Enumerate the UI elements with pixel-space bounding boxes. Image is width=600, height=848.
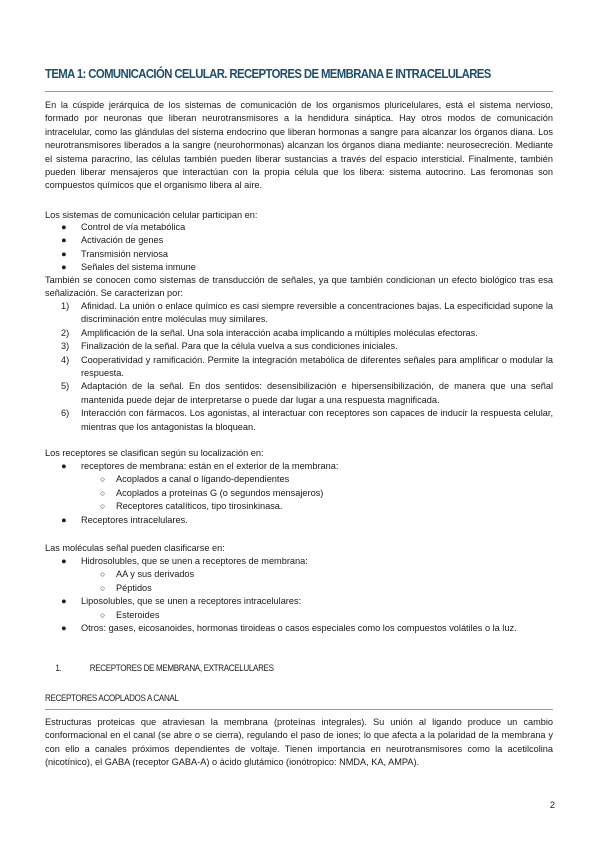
list-item: ● Señales del sistema inmune bbox=[45, 261, 553, 274]
bullet-marker: ● bbox=[61, 461, 67, 471]
list-item: 2) Amplificación de la señal. Una sola interacción acaba implicando a múltiples moléculas efectoras. bbox=[61, 327, 478, 338]
list-item: ● Control de vía metabólica bbox=[45, 221, 553, 234]
sub-bullet-marker: ○ bbox=[100, 582, 106, 593]
intro-paragraph: En la cúspide jerárquica de los sistemas de comunicación de los organismos pluricelulares, está el sistema nervioso, formado por neuronas que liberan neurotransmisores a la hendidura sináptica. Hay otros modos de comunicación intracelular, como las glándulas del sistema endocrino que liberan hormonas a sangre para alcanzar los órganos diana. Los neurotransmisores liberados a la sangre (neurohormonas) alcanzan los órganos diana mediante: neurosecreción. Mediante el sistema paracrino, las células también pueden liberar sustancias a través del espacio intersticial. Finalmente, también pueden liberar mensajeros que interactúan con la propia célula que los libera: sistema autocrino. Las feromonas son compuestos químicos que el organismo libera al aire. bbox=[45, 100, 553, 191]
systems-list bbox=[45, 221, 553, 275]
bullet-marker: ● bbox=[61, 596, 67, 607]
list-item: 4) Cooperatividad y ramificación. Permite la integración metabólica de diferentes señales para amplificar o modular la respuesta. bbox=[61, 354, 553, 379]
list-item: 3) Finalización de la señal. Para que la célula vuelva a sus condiciones iniciales. bbox=[61, 341, 398, 352]
systems-intro: Los sistemas de comunicación celular participan en: bbox=[45, 210, 258, 220]
canal-paragraph: Estructuras proteicas que atraviesan la membrana (proteínas integrales). Su unión al ligando produce un cambio conformacional en el canal (se abre o se cierra), regulando el paso de iones; lo que afecta a la polaridad de la membrana y con ello a canales próximos dependientes de voltaje. Tienen importancia en neurotransmisores como la acetilcolina (nicotínico), el GABA (receptor GABA-A) o ácido glutámico (ionótropico: NMDA, KA, AMPA). bbox=[45, 717, 553, 768]
bullet-marker: ● bbox=[61, 248, 67, 259]
list-item: ● Transmisión nerviosa bbox=[45, 248, 553, 261]
sub-bullet-marker: ○ bbox=[100, 569, 106, 580]
list-item: ● Liposolubles, que se unen a receptores intracelulares: bbox=[45, 595, 553, 608]
bullet-marker: ● bbox=[61, 556, 67, 566]
receptors-list bbox=[45, 460, 553, 527]
molecules-list bbox=[45, 555, 553, 635]
sub-bullet-marker: ○ bbox=[100, 474, 106, 485]
sub-list-item: ○ Acoplados a canal o ligando-dependientes bbox=[45, 473, 553, 486]
list-item: ● Receptores intracelulares. bbox=[45, 514, 553, 527]
bullet-marker: ● bbox=[61, 514, 67, 525]
list-item: ● receptores de membrana: están en el exterior de la membrana: bbox=[45, 460, 553, 473]
sub-bullet-marker: ○ bbox=[100, 501, 106, 512]
molecules-intro: Las moléculas señal pueden clasificarse en: bbox=[45, 543, 225, 553]
sub-bullet-marker: ○ bbox=[100, 487, 106, 498]
list-item: ● Hidrosolubles, que se unen a receptores de membrana: bbox=[45, 555, 553, 568]
properties-list bbox=[45, 300, 553, 434]
receptors-intro: Los receptores se clasifican según su localización en: bbox=[45, 448, 264, 458]
bullet-marker: ● bbox=[61, 222, 67, 232]
list-item: 6) Interacción con fármacos. Los agonistas, al interactuar con receptores son capaces de inducir la respuesta celular, mientras que los antagonistas la bloquean. bbox=[61, 408, 553, 432]
sub-list-item: ○ Acoplados a proteínas G (o segundos mensajeros) bbox=[45, 487, 553, 500]
transduction-paragraph: También se conocen como sistemas de transducción de señales, ya que también condicionan un efecto biológico tras esa señalización. Se caracterizan por: bbox=[45, 275, 553, 299]
list-item: 1) Afinidad. La unión o enlace químico es casi siempre reversible a concentraciones bajas. La especificidad supone la discriminación entre moléculas muy similares. bbox=[61, 301, 553, 325]
sub-list-item: ○ Esteroides bbox=[45, 609, 553, 622]
list-item: 5) Adaptación de la señal. En dos sentidos: desensibilización e hipersensibilización, de manera que una señal mantenida puede dejar de interpretarse o puede dar lugar a una respuesta magnificada. bbox=[61, 381, 553, 405]
list-item: ● Otros: gases, eicosanoides, hormonas tiroideas o casos especiales como los compuestos volátiles o la luz. bbox=[45, 622, 553, 635]
sub-list-item: ○ Receptores catalíticos, tipo tirosinkinasa. bbox=[45, 500, 553, 513]
sub-bullet-marker: ○ bbox=[100, 609, 106, 620]
page-number: 2 bbox=[549, 800, 555, 810]
sub-list-item: ○ AA y sus derivados bbox=[45, 568, 553, 581]
bullet-marker: ● bbox=[61, 262, 67, 273]
bullet-marker: ● bbox=[61, 623, 67, 634]
subsection-heading: RECEPTORES ACOPLADOS A CANAL bbox=[45, 692, 179, 703]
sub-list-item: ○ Péptidos bbox=[45, 582, 553, 595]
page-title: TEMA 1: COMUNICACIÓN CELULAR. RECEPTORES DE MEMBRANA E INTRACELULARES bbox=[45, 66, 491, 81]
bullet-marker: ● bbox=[61, 235, 67, 246]
title-divider bbox=[45, 91, 553, 92]
list-item: ● Activación de genes bbox=[45, 234, 553, 247]
subsection-divider bbox=[45, 709, 553, 710]
section-heading: 1. RECEPTORES DE MEMBRANA, EXTRACELULARES bbox=[55, 662, 274, 673]
